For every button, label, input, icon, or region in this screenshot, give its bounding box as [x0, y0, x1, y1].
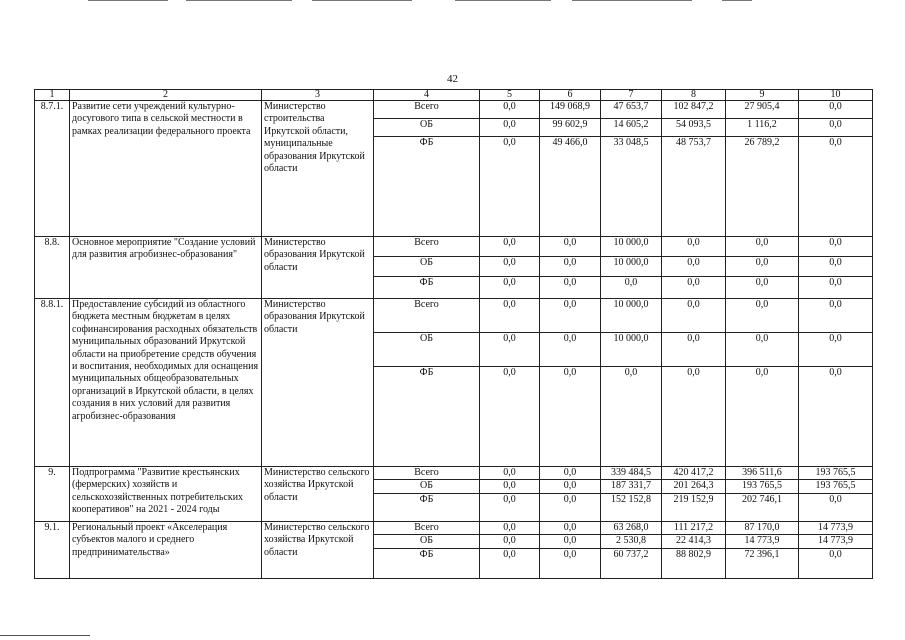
row-executor: Министерство сельского хозяйства Иркутской области: [262, 467, 374, 522]
amount-cell: 0,0: [726, 299, 799, 333]
row-code: 8.7.1.: [35, 101, 70, 237]
top-rule: [88, 0, 168, 1]
funding-source: Всего: [374, 237, 480, 257]
funding-source: ФБ: [374, 548, 480, 578]
amount-cell: 0,0: [601, 277, 662, 299]
bottom-rule: [0, 635, 90, 636]
top-rule: [312, 0, 412, 1]
header-cell: 8: [662, 90, 726, 101]
amount-cell: 14 773,9: [799, 535, 873, 548]
amount-cell: 193 765,5: [726, 480, 799, 493]
amount-cell: 193 765,5: [799, 480, 873, 493]
row-executor: Министерство образования Иркутской области: [262, 299, 374, 467]
top-rule: [455, 0, 551, 1]
amount-cell: 0,0: [799, 333, 873, 367]
amount-cell: 201 264,3: [662, 480, 726, 493]
amount-cell: 27 905,4: [726, 101, 799, 119]
amount-cell: 0,0: [480, 367, 540, 467]
amount-cell: 99 602,9: [540, 119, 601, 137]
row-code: 9.: [35, 467, 70, 522]
funding-source: Всего: [374, 521, 480, 534]
table-row: [35, 467, 873, 480]
amount-cell: 0,0: [726, 277, 799, 299]
amount-cell: 0,0: [540, 467, 601, 480]
amount-cell: 0,0: [726, 333, 799, 367]
top-rule: [186, 0, 292, 1]
amount-cell: 2 530,8: [601, 535, 662, 548]
amount-cell: 102 847,2: [662, 101, 726, 119]
amount-cell: 0,0: [480, 548, 540, 578]
amount-cell: 0,0: [799, 277, 873, 299]
amount-cell: 0,0: [799, 137, 873, 237]
amount-cell: 339 484,5: [601, 467, 662, 480]
amount-cell: 0,0: [480, 299, 540, 333]
amount-cell: 420 417,2: [662, 467, 726, 480]
amount-cell: 0,0: [540, 299, 601, 333]
amount-cell: 0,0: [540, 493, 601, 521]
amount-cell: 0,0: [480, 101, 540, 119]
amount-cell: 0,0: [799, 119, 873, 137]
top-rule: [572, 0, 692, 1]
header-row: [35, 90, 873, 101]
amount-cell: 0,0: [540, 480, 601, 493]
funding-source: ФБ: [374, 277, 480, 299]
amount-cell: 72 396,1: [726, 548, 799, 578]
amount-cell: 14 773,9: [799, 521, 873, 534]
amount-cell: 54 093,5: [662, 119, 726, 137]
funding-source: ОБ: [374, 257, 480, 277]
amount-cell: 187 331,7: [601, 480, 662, 493]
top-rule: [722, 0, 752, 1]
amount-cell: 0,0: [540, 535, 601, 548]
table-row: [35, 101, 873, 119]
amount-cell: 0,0: [480, 237, 540, 257]
funding-source: Всего: [374, 467, 480, 480]
amount-cell: 14 773,9: [726, 535, 799, 548]
amount-cell: 0,0: [540, 277, 601, 299]
amount-cell: 0,0: [799, 493, 873, 521]
amount-cell: 0,0: [540, 367, 601, 467]
funding-source: ФБ: [374, 367, 480, 467]
header-cell: 4: [374, 90, 480, 101]
amount-cell: 0,0: [799, 101, 873, 119]
amount-cell: 202 746,1: [726, 493, 799, 521]
amount-cell: 152 152,8: [601, 493, 662, 521]
table-row: [35, 237, 873, 257]
amount-cell: 0,0: [540, 548, 601, 578]
amount-cell: 87 170,0: [726, 521, 799, 534]
row-executor: Министерство образования Иркутской области: [262, 237, 374, 299]
amount-cell: 0,0: [662, 299, 726, 333]
amount-cell: 0,0: [480, 521, 540, 534]
amount-cell: 63 268,0: [601, 521, 662, 534]
amount-cell: 33 048,5: [601, 137, 662, 237]
amount-cell: 0,0: [726, 237, 799, 257]
header-cell: 6: [540, 90, 601, 101]
amount-cell: 0,0: [480, 480, 540, 493]
row-code: 8.8.1.: [35, 299, 70, 467]
amount-cell: 0,0: [726, 367, 799, 467]
amount-cell: 1 116,2: [726, 119, 799, 137]
amount-cell: 0,0: [480, 137, 540, 237]
budget-table: [34, 89, 873, 579]
funding-source: ОБ: [374, 535, 480, 548]
row-code: 9.1.: [35, 521, 70, 578]
amount-cell: 0,0: [480, 119, 540, 137]
budget-table-sheet: [34, 89, 856, 579]
amount-cell: 219 152,9: [662, 493, 726, 521]
funding-source: ОБ: [374, 119, 480, 137]
amount-cell: 0,0: [662, 237, 726, 257]
amount-cell: 0,0: [601, 367, 662, 467]
amount-cell: 0,0: [662, 257, 726, 277]
amount-cell: 49 466,0: [540, 137, 601, 237]
funding-source: ОБ: [374, 333, 480, 367]
header-cell: 3: [262, 90, 374, 101]
amount-cell: 149 068,9: [540, 101, 601, 119]
amount-cell: 47 653,7: [601, 101, 662, 119]
amount-cell: 0,0: [480, 535, 540, 548]
amount-cell: 10 000,0: [601, 237, 662, 257]
row-title: Предоставление субсидий из областного бюджета местным бюджетам в целях софинансирования расходных обязательств муниципальных образований Иркутской области на приобретение средств обучения и воспитания, необходимых для оснащения муниципальных общеобразовательных организаций в Иркутской области, в целях создания в них условий для развития агробизнес-образования: [70, 299, 262, 467]
amount-cell: 0,0: [662, 367, 726, 467]
header-cell: 2: [70, 90, 262, 101]
amount-cell: 60 737,2: [601, 548, 662, 578]
row-title: Основное мероприятие "Создание условий для развития агробизнес-образования": [70, 237, 262, 299]
row-code: 8.8.: [35, 237, 70, 299]
header-cell: 7: [601, 90, 662, 101]
amount-cell: 0,0: [540, 333, 601, 367]
amount-cell: 0,0: [480, 493, 540, 521]
header-cell: 9: [726, 90, 799, 101]
table-row: [35, 299, 873, 333]
amount-cell: 88 802,9: [662, 548, 726, 578]
amount-cell: 0,0: [799, 237, 873, 257]
amount-cell: 26 789,2: [726, 137, 799, 237]
row-title: Региональный проект «Акселерация субъектов малого и среднего предпринимательства»: [70, 521, 262, 578]
row-title: Развитие сети учреждений культурно-досугового типа в сельской местности в рамках реализации федерального проекта: [70, 101, 262, 237]
amount-cell: 10 000,0: [601, 257, 662, 277]
amount-cell: 0,0: [480, 333, 540, 367]
amount-cell: 0,0: [540, 257, 601, 277]
funding-source: Всего: [374, 299, 480, 333]
amount-cell: 0,0: [799, 367, 873, 467]
amount-cell: 22 414,3: [662, 535, 726, 548]
header-cell: 10: [799, 90, 873, 101]
funding-source: Всего: [374, 101, 480, 119]
amount-cell: 0,0: [726, 257, 799, 277]
header-cell: 1: [35, 90, 70, 101]
funding-source: ФБ: [374, 493, 480, 521]
amount-cell: 10 000,0: [601, 299, 662, 333]
amount-cell: 0,0: [480, 257, 540, 277]
amount-cell: 10 000,0: [601, 333, 662, 367]
amount-cell: 193 765,5: [799, 467, 873, 480]
amount-cell: 0,0: [480, 467, 540, 480]
funding-source: ФБ: [374, 137, 480, 237]
amount-cell: 48 753,7: [662, 137, 726, 237]
table-row: [35, 521, 873, 534]
header-cell: 5: [480, 90, 540, 101]
amount-cell: 0,0: [799, 257, 873, 277]
row-executor: Министерство сельского хозяйства Иркутской области: [262, 521, 374, 578]
amount-cell: 0,0: [799, 299, 873, 333]
amount-cell: 0,0: [662, 333, 726, 367]
table-body: [35, 90, 873, 579]
amount-cell: 111 217,2: [662, 521, 726, 534]
row-executor: Министерство строительства Иркутской области, муниципальные образования Иркутской области: [262, 101, 374, 237]
page-number: 42: [447, 73, 458, 85]
amount-cell: 14 605,2: [601, 119, 662, 137]
amount-cell: 0,0: [799, 548, 873, 578]
amount-cell: 0,0: [480, 277, 540, 299]
amount-cell: 0,0: [662, 277, 726, 299]
funding-source: ОБ: [374, 480, 480, 493]
row-title: Подпрограмма "Развитие крестьянских (фермерских) хозяйств и сельскохозяйственных потребительских кооперативов" на 2021 - 2024 годы: [70, 467, 262, 522]
amount-cell: 396 511,6: [726, 467, 799, 480]
amount-cell: 0,0: [540, 521, 601, 534]
amount-cell: 0,0: [540, 237, 601, 257]
